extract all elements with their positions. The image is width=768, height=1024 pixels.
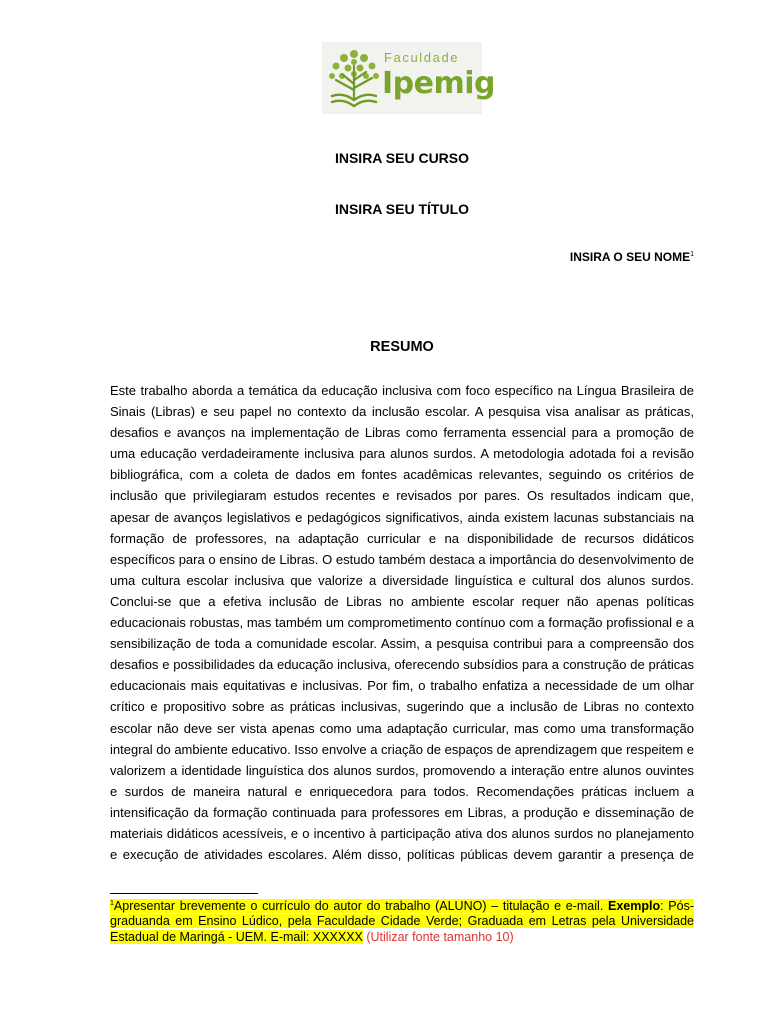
footnote-example-text: : Pós-graduanda em Ensino Lúdico, pela Faculdade Cidade Verde; Graduada em Letras pela Universidade Estadual de Maringá - UEM. E-mail: XXXXXX [110,899,694,944]
resumo-heading: RESUMO [370,339,434,355]
abstract-paragraph: Este trabalho aborda a temática da educação inclusiva com foco específico na Língua Brasileira de Sinais (Libras) e seu papel no contexto da inclusão escolar. A pesquisa visa analisar as práticas, desafios e avanços na implementação de Libras como ferramenta essencial para a promoção de uma educação verdadeiramente inclusiva para alunos surdos. A metodologia adotada foi a revisão bibliográfica, com a coleta de dados em fontes acadêmicas relevantes, seguindo os critérios de inclusão que privilegiaram estudos recentes e revisados por pares. Os resultados indicam que, apesar de avanços legislativos e pedagógicos significativos, ainda existem lacunas substanciais na formação de professores, na adaptação curricular e na disponibilidade de recursos didáticos específicos para o ensino de Libras. O estudo também destaca a importância do desenvolvimento de uma cultura escolar inclusiva que valorize a diversidade linguística e cultural dos alunos surdos. Conclui-se que a efetiva inclusão de Libras no ambiente escolar requer não apenas políticas educacionais robustas, mas também um comprometimento contínuo com a formação profissional e a sensibilização de toda a comunidade escolar. Assim, a pesquisa contribui para a compreensão dos desafios e possibilidades da educação inclusiva, oferecendo subsídios para a construção de práticas educacionais mais equitativas e inclusivas. Por fim, o trabalho enfatiza a necessidade de um olhar crítico e propositivo sobre as práticas inclusivas, sugerindo que a inclusão de Libras no contexto escolar não deve ser vista apenas como uma adaptação curricular, mas como uma transformação integral do ambiente educativo. Isso envolve a criação de espaços de aprendizagem que respeitem e valorizem a identidade linguística dos alunos surdos, promovendo a interação entre alunos ouvintes e surdos de maneira natural e enriquecedora para todos. Recomendações práticas incluem a intensificação da formação continuada para professores em Libras, a produção e disseminação de materiais didáticos acessíveis, e o incentivo à participação ativa dos alunos surdos no planejamento e execução de atividades escolares. Além disso, políticas públicas devem garantir a presença de [110,383,694,863]
course-heading: INSIRA SEU CURSO [334,150,470,166]
author-name [110,250,694,264]
title-heading: INSIRA SEU TÍTULO [334,201,470,217]
tree-book-icon [326,46,382,110]
footnote-intro: Apresentar brevemente o currículo do autor do trabalho (ALUNO) – titulação e e-mail. [113,899,608,914]
footnote-separator [110,893,258,894]
footnote-size-note: (Utilizar fonte tamanho 10) [362,929,514,944]
logo-faculdade-text: Faculdade [384,50,460,65]
author-footnote-mark: 1 [690,251,694,258]
footnote [110,896,694,945]
footnote-example-label: Exemplo [608,899,661,914]
footnote-mark: 1 [110,900,114,907]
logo-ipemig-text: Ipemig [382,66,496,101]
author-name-text: INSIRA O SEU NOME [569,250,691,264]
faculdade-ipemig-logo [322,42,496,114]
